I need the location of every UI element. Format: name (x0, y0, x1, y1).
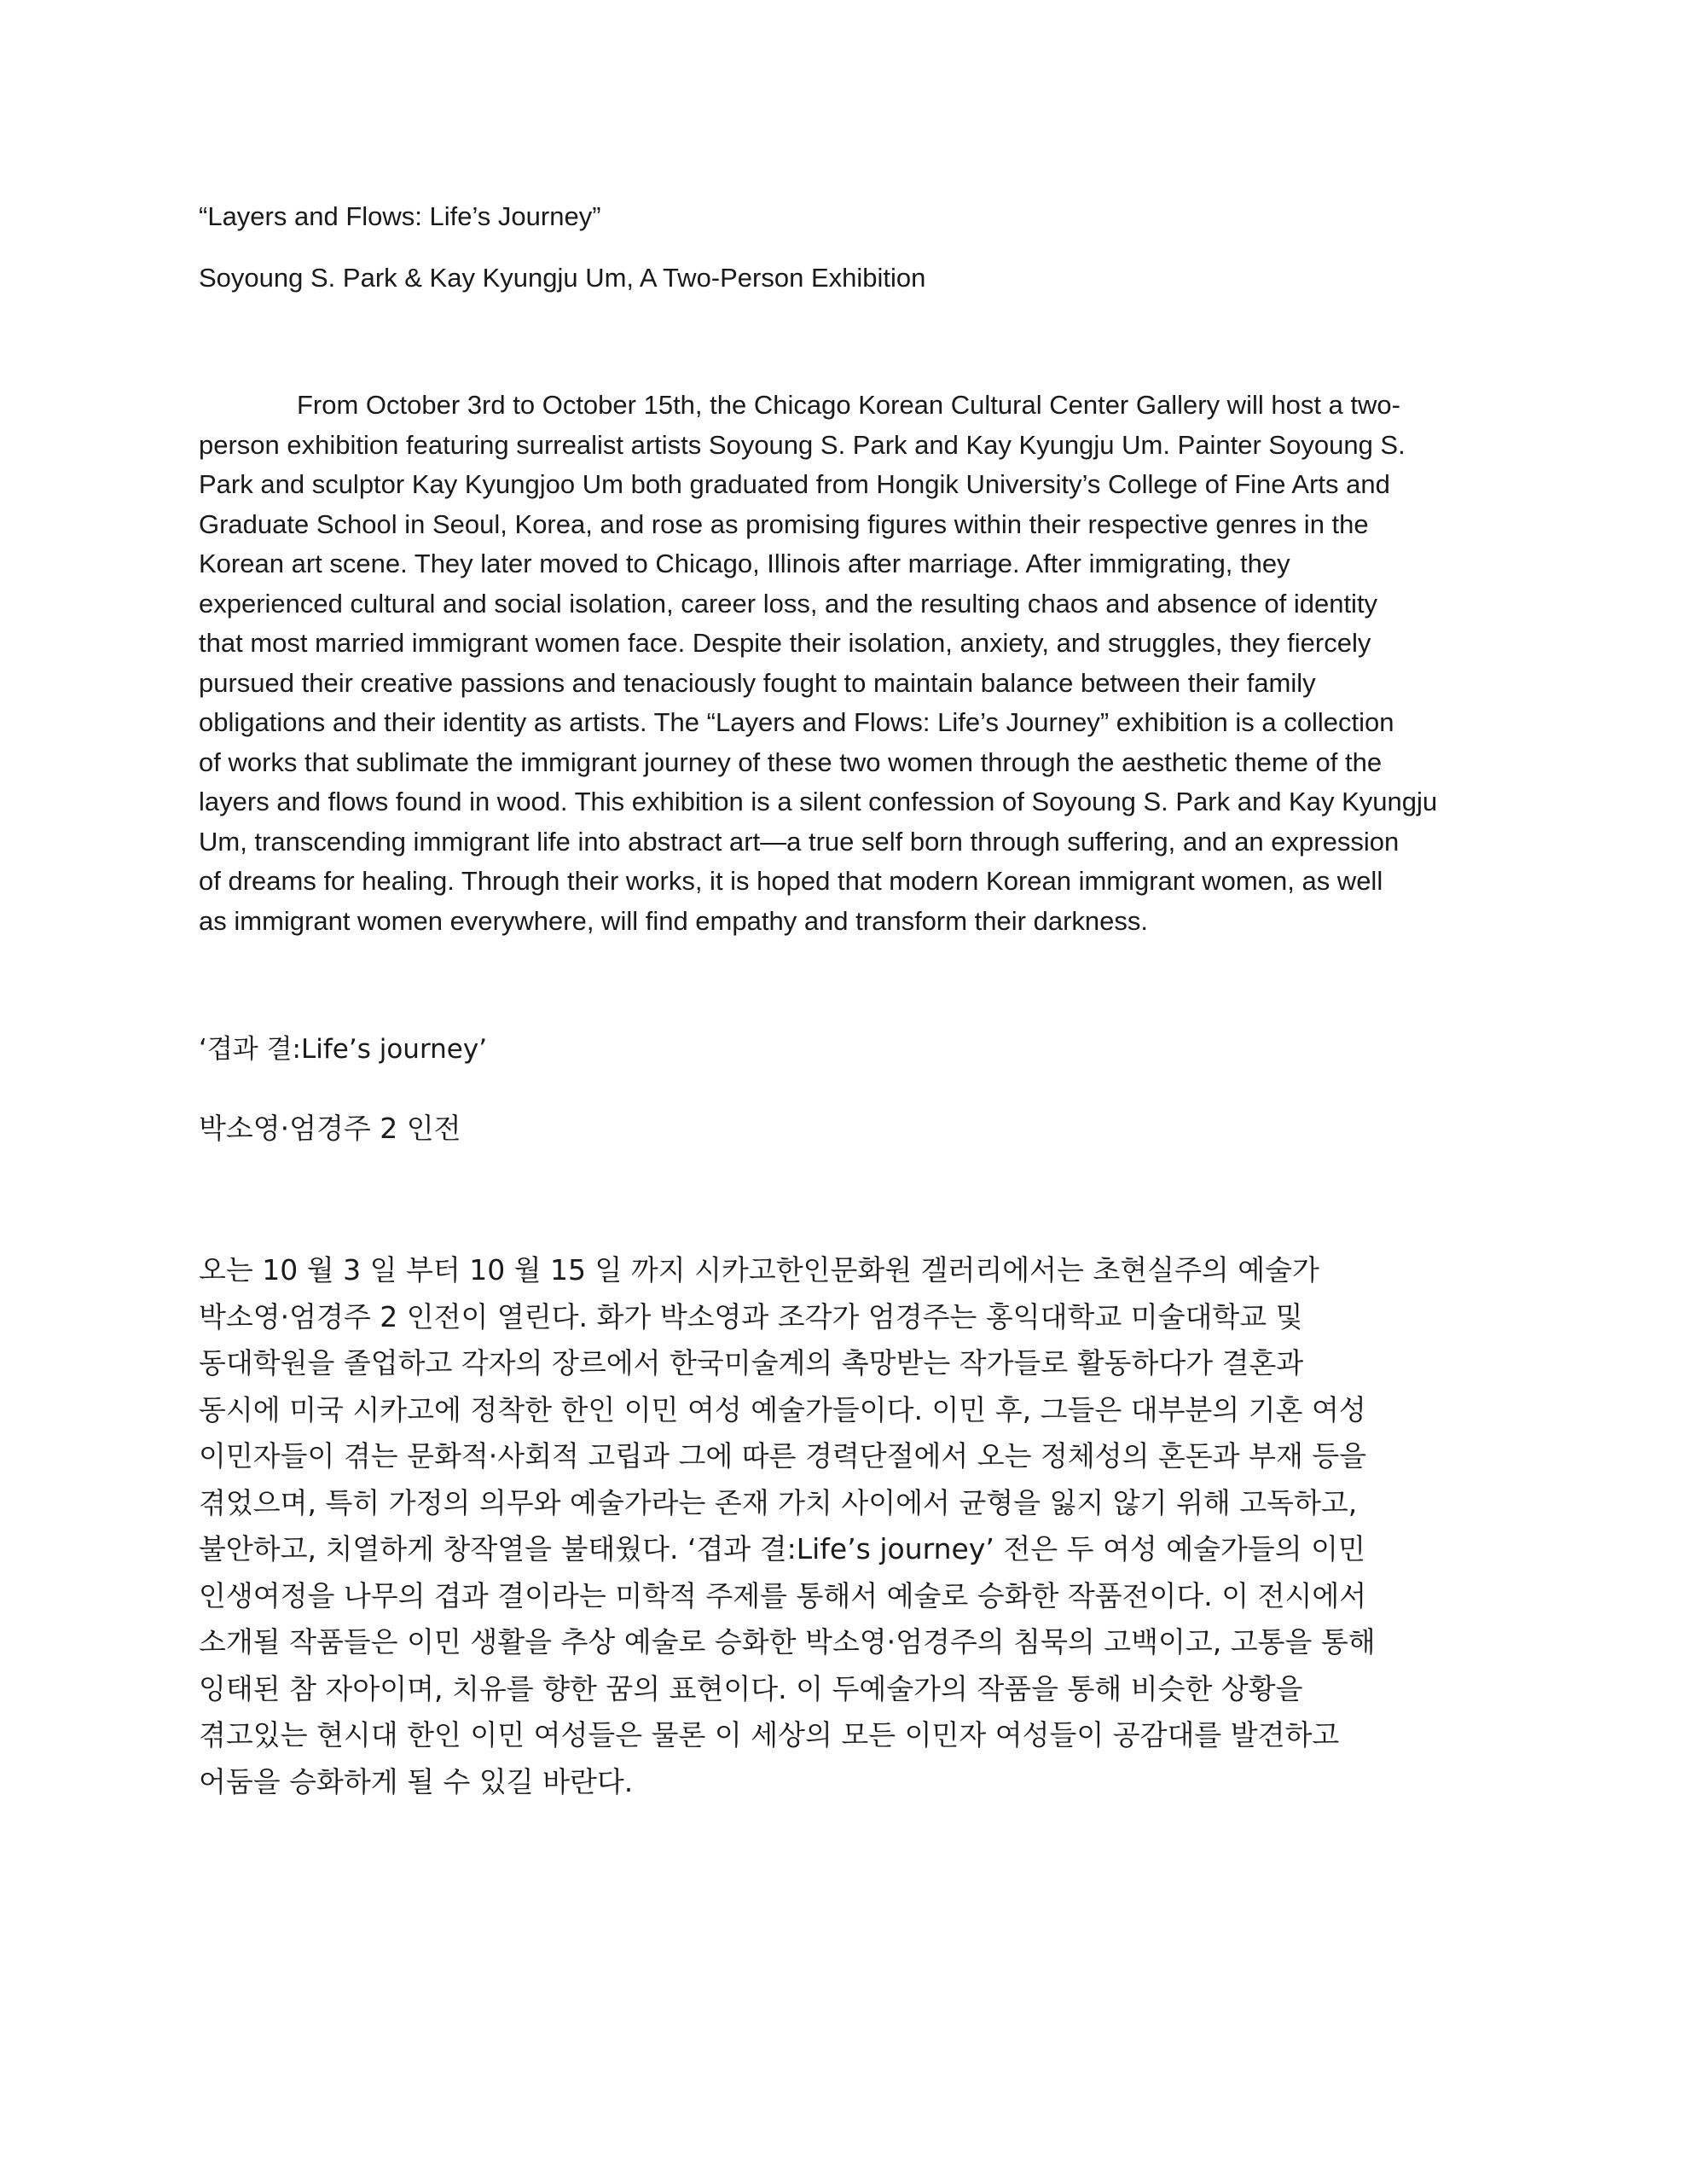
english-body-line: as immigrant women everywhere, will find empathy and transform their darkness. (199, 905, 1149, 936)
english-body-line: Korean art scene. They later moved to Chicago, Illinois after marriage. After immigrating, they (199, 549, 1290, 578)
korean-subtitle: 박소영·엄경주 2 인전 (199, 1112, 461, 1145)
korean-body-line: 동대학원을 졸업하고 각자의 장르에서 한국미술계의 촉망받는 작가들로 활동하다가 결혼과 (199, 1346, 1304, 1380)
english-body-line: pursued their creative passions and tenaciously fought to maintain balance between their family (199, 667, 1316, 698)
korean-body-line: 이민자들이 겪는 문화적·사회적 고립과 그에 따른 경력단절에서 오는 정체성의 혼돈과 부재 등을 (199, 1439, 1367, 1472)
english-body-line: experienced cultural and social isolation, career loss, and the resulting chaos and absence of identity (199, 588, 1378, 619)
english-subtitle: Soyoung S. Park & Kay Kyungju Um, A Two-Person Exhibition (199, 263, 926, 293)
korean-body-line: 오는 10 월 3 일 부터 10 월 15 일 까지 시카고한인문화원 겔러리에서는 초현실주의 예술가 (199, 1253, 1319, 1287)
korean-body-line: 불안하고, 치열하게 창작열을 불태웠다. ‘겹과 결:Life’s journey’ 전은 두 여성 예술가들의 이민 (199, 1532, 1365, 1565)
korean-body-line: 겪고있는 현시대 한인 이민 여성들은 물론 이 세상의 모든 이민자 여성들이 공감대를 발견하고 (199, 1718, 1340, 1751)
english-body-line: obligations and their identity as artists. The “Layers and Flows: Life’s Journey” exhibition is a collection (199, 707, 1394, 737)
korean-body-line: 어둠을 승화하게 될 수 있길 바란다. (199, 1764, 634, 1798)
english-body-line: that most married immigrant women face. Despite their isolation, anxiety, and struggles, they fiercely (199, 628, 1371, 658)
english-body-line: From October 3rd to October 15th, the Chicago Korean Cultural Center Gallery will host a two- (297, 390, 1400, 420)
english-body-line: layers and flows found in wood. This exhibition is a silent confession of Soyoung S. Park and Kay Kyungju (199, 787, 1438, 816)
korean-body-line: 잉태된 참 자아이며, 치유를 향한 꿈의 표현이다. 이 두예술가의 작품을 통해 비슷한 상황을 (199, 1671, 1303, 1705)
english-body-line: Park and sculptor Kay Kyungjoo Um both graduated from Hongik University’s College of Fine Arts and (199, 469, 1390, 499)
korean-body-line: 인생여정을 나무의 겹과 결이라는 미학적 주제를 통해서 예술로 승화한 작품전이다. 이 전시에서 (199, 1578, 1367, 1612)
english-title: “Layers and Flows: Life’s Journey” (199, 201, 601, 231)
english-body-paragraph (199, 386, 1495, 941)
english-body-line: of works that sublimate the immigrant journey of these two women through the aesthetic theme of the (199, 746, 1383, 777)
korean-body-paragraph (199, 1247, 1512, 1805)
english-body-line: Um, transcending immigrant life into abstract art—a true self born through suffering, and an expression (199, 826, 1400, 857)
korean-body-line: 소개될 작품들은 이민 생활을 추상 예술로 승화한 박소영·엄경주의 침묵의 고백이고, 고통을 통해 (199, 1625, 1376, 1658)
korean-body-line: 박소영·엄경주 2 인전이 열린다. 화가 박소영과 조각가 엄경주는 홍익대학교 미술대학교 및 (199, 1299, 1303, 1333)
korean-body-line: 동시에 미국 시카고에 정착한 한인 이민 여성 예술가들이다. 이민 후, 그들은 대부분의 기혼 여성 (199, 1392, 1366, 1426)
english-body-line: Graduate School in Seoul, Korea, and rose as promising figures within their respective genres in the (199, 508, 1369, 539)
korean-title: ‘겹과 결:Life’s journey’ (199, 1034, 488, 1065)
korean-body-line: 겪었으며, 특히 가정의 의무와 예술가라는 존재 가치 사이에서 균형을 잃지 않기 위해 고독하고, (199, 1485, 1358, 1519)
english-body-line: person exhibition featuring surrealist artists Soyoung S. Park and Kay Kyungju Um. Painter Soyoung S. (199, 429, 1406, 460)
english-body-line: of dreams for healing. Through their works, it is hoped that modern Korean immigrant women, as well (199, 866, 1383, 896)
